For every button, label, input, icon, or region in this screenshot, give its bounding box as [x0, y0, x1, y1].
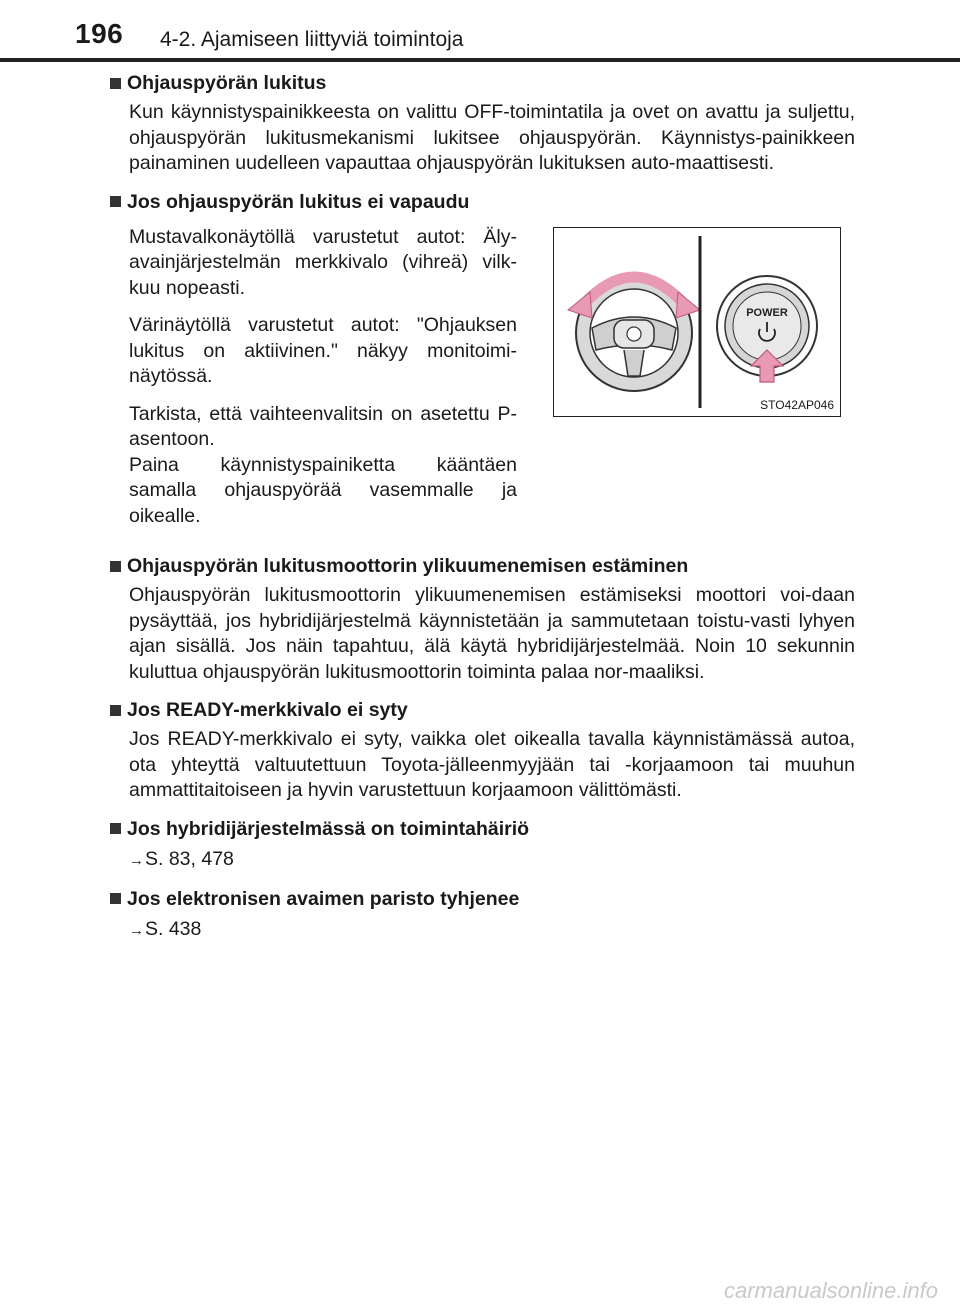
- page-number: 196: [75, 18, 124, 49]
- section-malfunction: [110, 816, 855, 874]
- arrow-right-icon: →: [129, 921, 144, 939]
- watermark: carmanualsonline.info: [723, 1278, 938, 1303]
- section-battery: [110, 886, 855, 944]
- bullet-square-icon: [110, 196, 121, 207]
- body-text: Ohjauspyörän lukitusmoottorin ylikuumenemisen estämiseksi moottori voi-daan pysäyttää, jos hybridijärjestelmä käynnistetään ja sammutetaan toistu-vasti lyhyen ajan sisällä. Jos näin tapahtuu, älä käytä hybridijärjestelmää. Noin 10 sekunnin kuluttua ohjauspyörän lukitusmoottorin toiminta palaa nor-maaliksi.: [129, 584, 855, 683]
- heading-text: Jos ohjauspyörän lukitus ei vapaudu: [127, 190, 470, 213]
- section-heading: [110, 886, 855, 912]
- reference-text: S. 83, 478: [145, 847, 234, 870]
- heading-text: Ohjauspyörän lukitusmoottorin ylikuumenemisen estäminen: [127, 555, 689, 577]
- bullet-square-icon: [110, 823, 121, 834]
- section-heading: [110, 553, 855, 579]
- section-heading: [110, 189, 855, 215]
- page-content: [110, 70, 855, 956]
- bullet-square-icon: [110, 893, 121, 904]
- heading-text: Ohjauspyörän lukitus: [127, 72, 327, 94]
- bullet-square-icon: [110, 705, 121, 716]
- section-heading: [110, 697, 855, 723]
- section-lock-not-release: [110, 189, 855, 542]
- body-text: Mustavalkonäytöllä varustetut autot: Äly-avainjärjestelmän merkkivalo (vihreä) vilk-kuu nopeasti.: [129, 225, 517, 299]
- heading-text: Jos elektronisen avaimen paristo tyhjenee: [127, 887, 520, 910]
- bullet-square-icon: [110, 78, 121, 89]
- section-ready: [110, 697, 855, 804]
- section-overheat: [110, 553, 855, 685]
- reference-text: S. 438: [145, 917, 202, 940]
- page-reference[interactable]: [129, 846, 855, 874]
- section-title: 4-2. Ajamiseen liittyviä toimintoja: [160, 28, 464, 51]
- header-rule: [0, 58, 960, 62]
- body-text: Jos READY-merkkivalo ei syty, vaikka olet oikealla tavalla käynnistämässä autoa, ota yhteyttä valtuutettuun Toyota-jälleenmyyjään tai -korjaamoon tai muuhun ammattitaitoiseen ja hyvin varustettuun korjaamoon välittömästi.: [129, 728, 855, 801]
- arrow-right-icon: →: [129, 851, 144, 869]
- body-text: Kun käynnistyspainikkeesta on valittu OFF-toimintatila ja ovet on avattu ja suljettu, ohjauspyörän lukitusmekanismi lukitsee ohjauspyörän. Käynnistys-painikkeen painaminen uudelleen vapauttaa ohjauspyörän lukituksen auto-maattisesti.: [129, 101, 855, 174]
- power-label: POWER: [746, 306, 788, 319]
- page-header: [0, 0, 960, 62]
- bullet-square-icon: [110, 561, 121, 572]
- figure-code: STO42AP046: [760, 397, 834, 412]
- section-steering-lock: [110, 70, 855, 177]
- section-heading: [110, 70, 855, 96]
- body-text: Tarkista, että vaihteenvalitsin on asetettu P-asentoon.: [129, 402, 517, 450]
- page-reference[interactable]: [129, 916, 855, 944]
- body-text: Paina käynnistyspainiketta kääntäen samalla ohjauspyörää vasemmalle ja oikealle.: [129, 453, 517, 527]
- section-heading: [110, 816, 855, 842]
- body-text: Värinäytöllä varustetut autot: "Ohjauksen lukitus on aktiivinen." näkyy monitoimi-näytössä.: [129, 314, 517, 387]
- steering-lock-figure: [553, 227, 841, 417]
- heading-text: Jos hybridijärjestelmässä on toimintahäiriö: [127, 817, 530, 840]
- heading-text: Jos READY-merkkivalo ei syty: [127, 699, 408, 721]
